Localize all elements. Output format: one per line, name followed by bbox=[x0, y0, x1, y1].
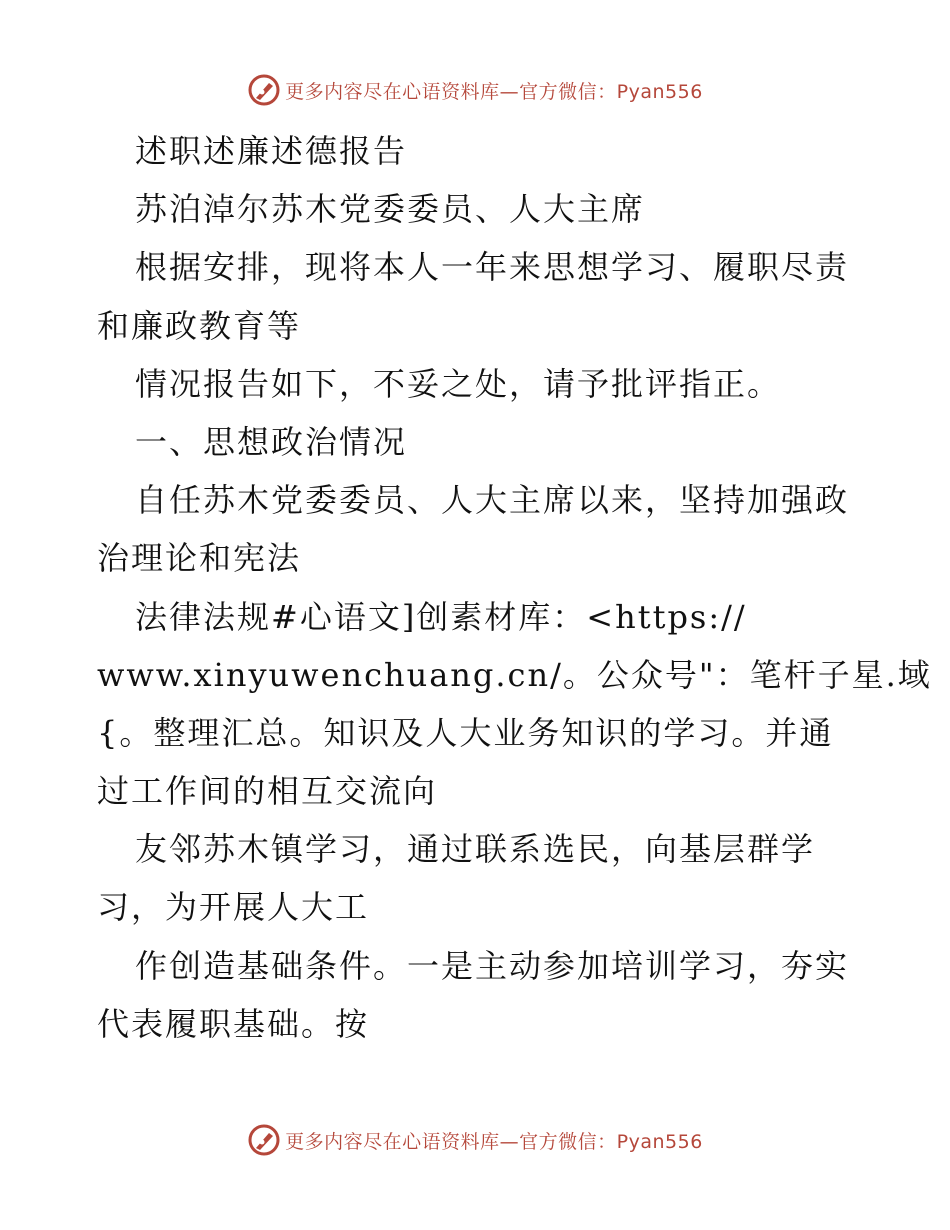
doc-line: 苏泊淖尔苏木党委委员、人大主席 bbox=[135, 190, 646, 229]
banner-text: 更多内容尽在心语资料库—官方微信：Pyan556 bbox=[285, 1130, 703, 1153]
doc-line: 友邻苏木镇学习，通过联系选民，向基层群学 bbox=[135, 830, 816, 869]
doc-line: 过工作间的相互交流向 bbox=[97, 772, 438, 811]
doc-line: 自任苏木党委委员、人大主席以来，坚持加强政 bbox=[135, 481, 850, 520]
document-body bbox=[97, 122, 932, 1053]
doc-line: 作创造基础条件。一是主动参加培训学习，夯实 bbox=[135, 946, 850, 985]
banner-text: 更多内容尽在心语资料库—官方微信：Pyan556 bbox=[285, 80, 703, 103]
doc-line: 情况报告如下，不妥之处，请予批评指正。 bbox=[135, 364, 782, 403]
doc-line: 代表履职基础。按 bbox=[97, 1004, 370, 1043]
header-banner bbox=[0, 70, 950, 110]
doc-line: www.xinyuwenchuang.cn/。公众号"：笔杆子星.域 bbox=[97, 655, 932, 694]
doc-line: 一、思想政治情况 bbox=[135, 422, 408, 461]
doc-line: 述职述廉述德报告 bbox=[135, 132, 408, 170]
doc-line: 习，为开展人大工 bbox=[97, 888, 370, 927]
doc-line: 和廉政教育等 bbox=[97, 306, 302, 345]
doc-line: 根据安排，现将本人一年来思想学习、履职尽责 bbox=[135, 248, 850, 287]
pen-logo-icon bbox=[247, 73, 281, 107]
doc-line: 治理论和宪法 bbox=[97, 539, 302, 578]
pen-logo-icon bbox=[247, 1123, 281, 1157]
footer-banner bbox=[0, 1120, 950, 1160]
doc-line: {。整理汇总。知识及人大业务知识的学习。并通 bbox=[97, 713, 834, 752]
doc-line: 法律法规#心语文]创素材库：<https:// bbox=[135, 597, 747, 636]
